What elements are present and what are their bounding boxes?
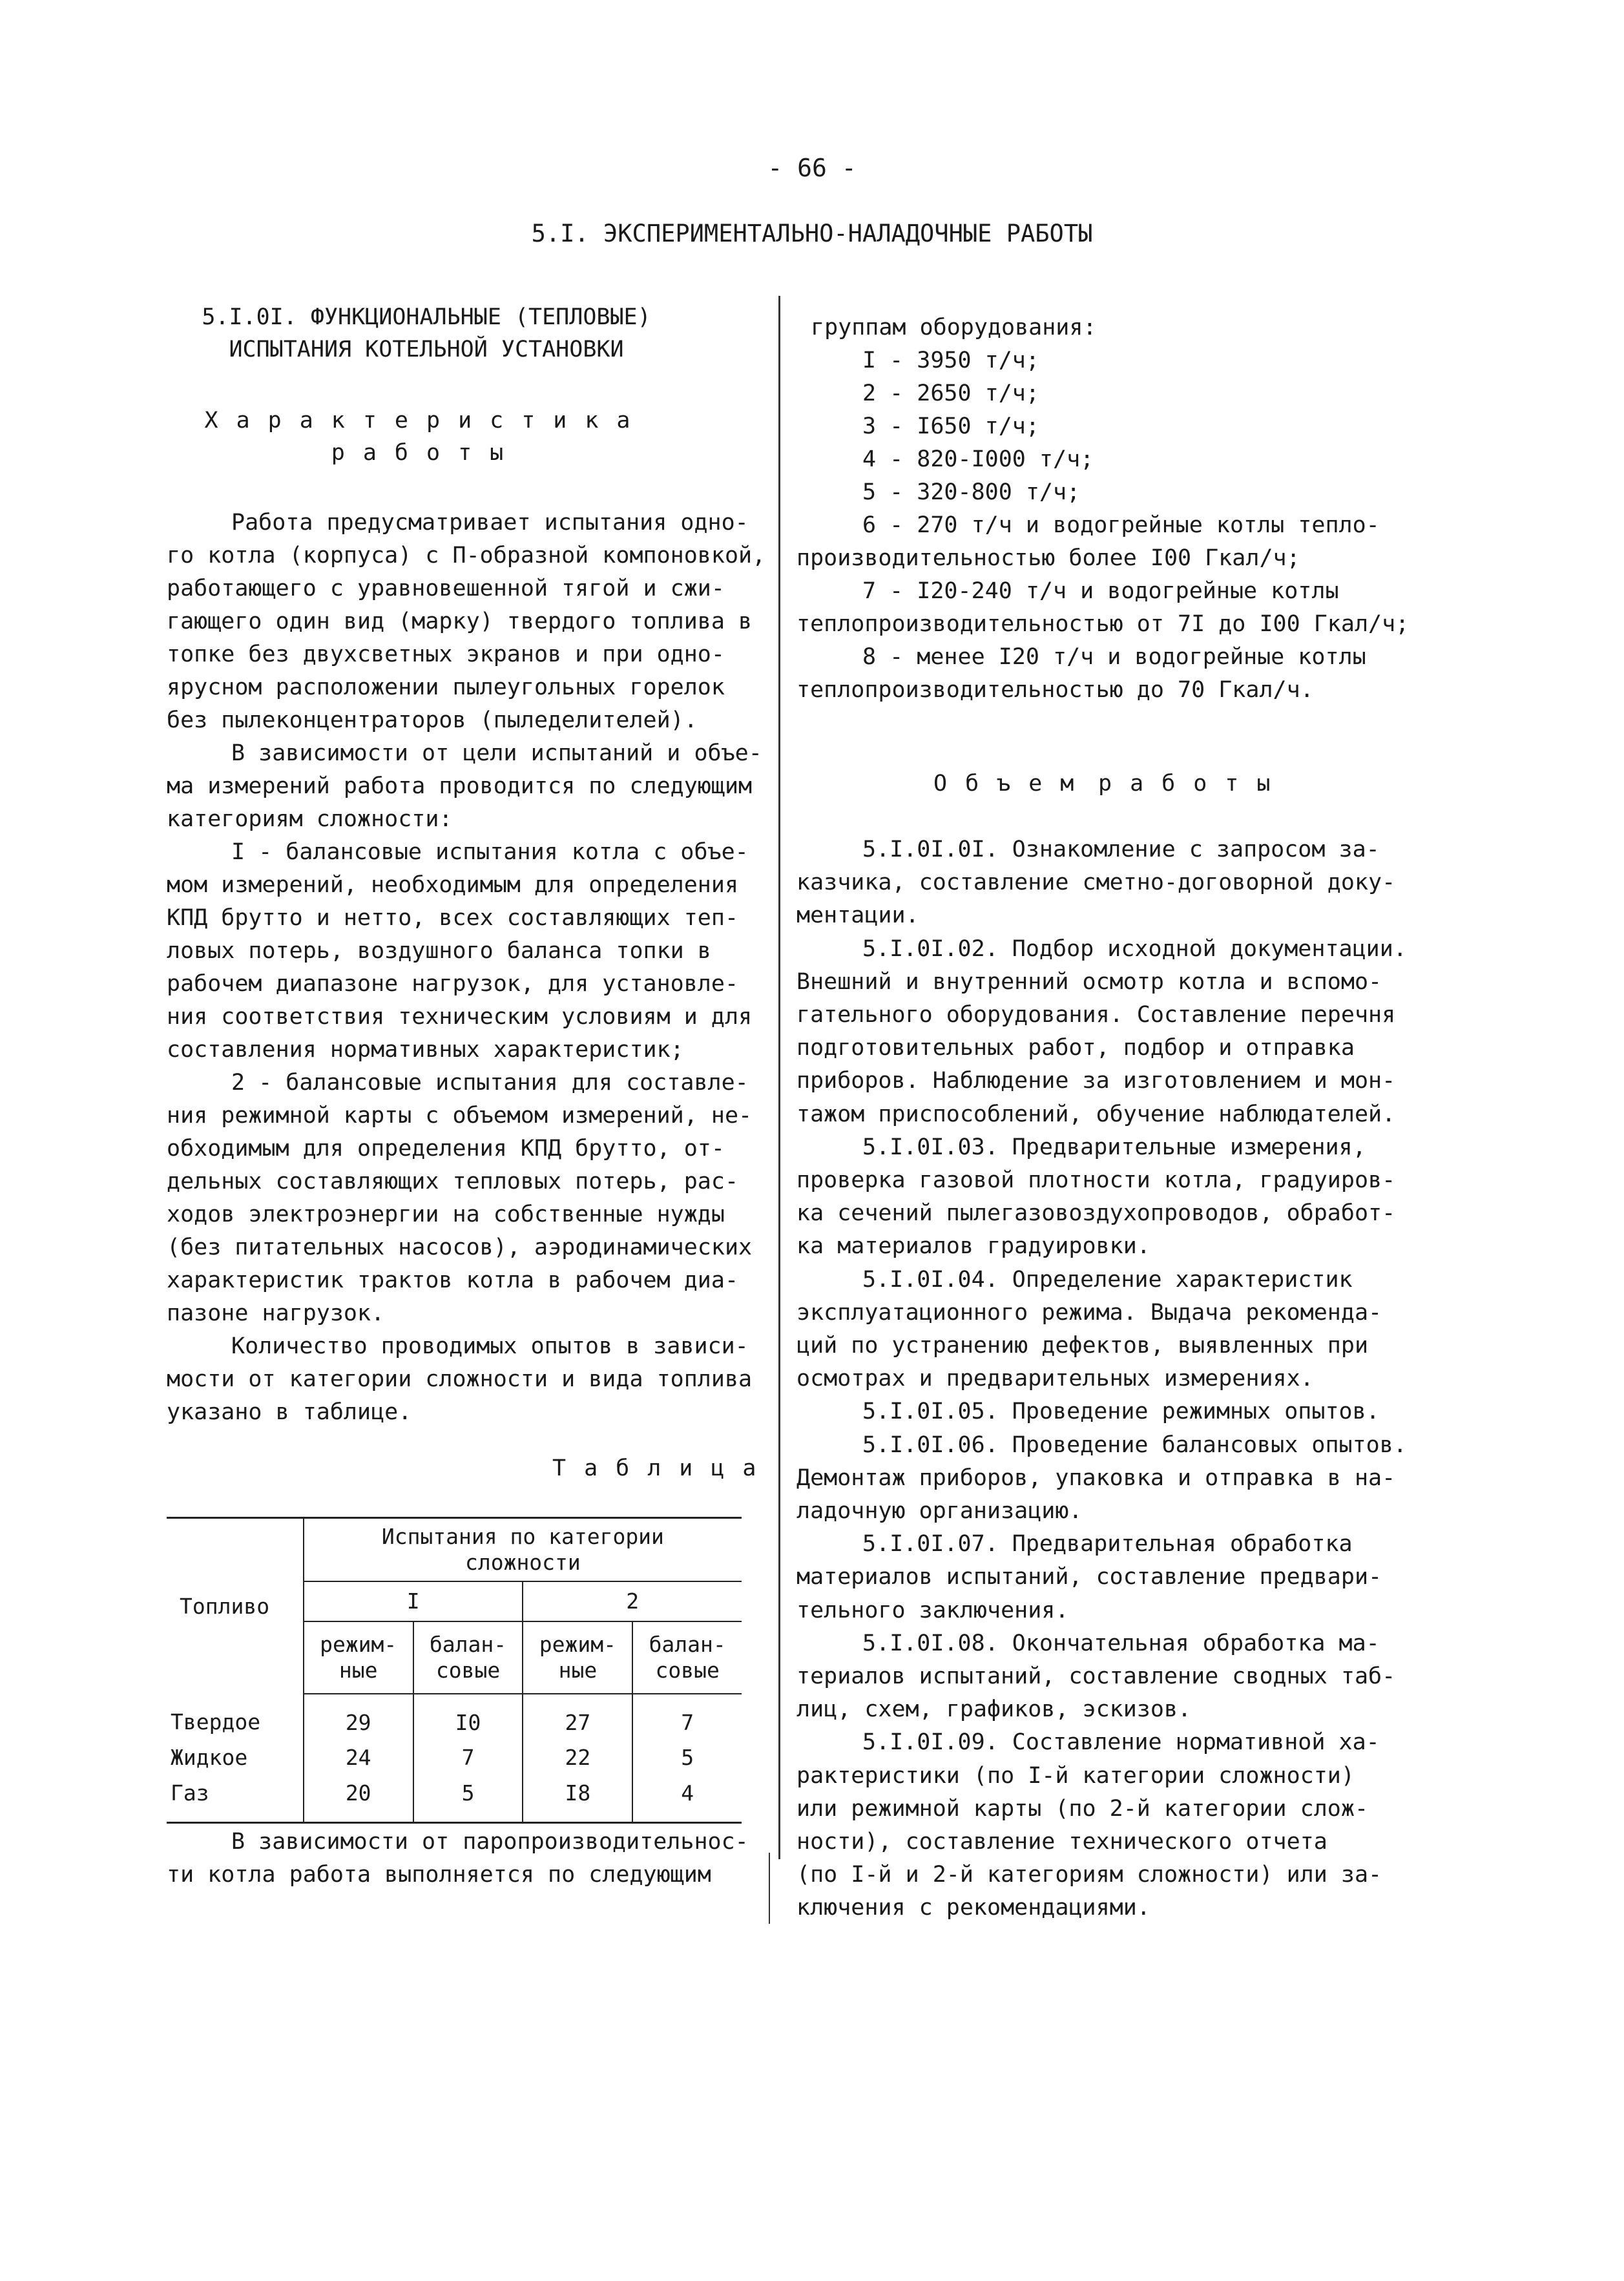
- scope-heading: работы: [1098, 771, 1289, 797]
- table-cell-fuel: Газ: [167, 1774, 304, 1823]
- body-line: рабочем диапазоне нагрузок, для установле-: [167, 971, 739, 997]
- group-line: I - 3950 т/ч;: [862, 348, 1039, 373]
- table-cell: 29: [304, 1694, 413, 1742]
- scope-line: подготовительных работ, подбор и отправка: [796, 1035, 1355, 1061]
- table-header-fuel: Топливо: [167, 1518, 304, 1694]
- body-line: ти котла работа выполняется по следующим: [167, 1862, 711, 1888]
- group-line: 7 - I20-240 т/ч и водогрейные котлы: [862, 578, 1339, 604]
- scope-line: тажом приспособлений, обучение наблюдателей.: [796, 1101, 1396, 1127]
- table-sub-regime: [523, 1621, 632, 1694]
- table-sub-balance: [632, 1621, 742, 1694]
- body-line: гающего один вид (марку) твердого топлива в: [167, 609, 753, 634]
- subsection-heading: 5.I.0I. ФУНКЦИОНАЛЬНЫЕ (ТЕПЛОВЫЕ): [202, 304, 651, 330]
- subsection-heading: ИСПЫТАНИЯ КОТЕЛЬНОЙ УСТАНОВКИ: [229, 337, 624, 362]
- body-line: Работа предусматривает испытания одно-: [231, 510, 749, 536]
- scope-line: 5.I.0I.06. Проведение балансовых опытов.: [862, 1432, 1407, 1458]
- body-line: характеристик трактов котла в рабочем диа-: [167, 1267, 739, 1293]
- body-line: ярусном расположении пылеугольных горелок: [167, 674, 725, 700]
- scope-line: 5.I.0I.09. Составление нормативной ха-: [862, 1729, 1380, 1755]
- body-line: указано в таблице.: [167, 1399, 412, 1425]
- scope-line: 5.I.0I.08. Окончательная обработка ма-: [862, 1630, 1380, 1656]
- table-cell: 24: [304, 1742, 413, 1774]
- body-line: Количество проводимых опытов в зависи-: [231, 1333, 749, 1359]
- scope-line: тельного заключения.: [796, 1598, 1069, 1623]
- body-line: ния соответствия техническим условиям и для: [167, 1004, 753, 1030]
- sub-label: режим-: [320, 1632, 397, 1657]
- sub-label: балан-: [429, 1632, 507, 1657]
- table-cell-fuel: Твердое: [171, 1709, 261, 1734]
- body-line: КПД брутто и нетто, всех составляющих теп-: [167, 905, 739, 931]
- scope-line: 5.I.0I.0I. Ознакомление с запросом за-: [862, 837, 1380, 862]
- scope-line: эксплуатационного режима. Выдача рекоменда-: [796, 1300, 1382, 1326]
- table-category-1: I: [304, 1581, 523, 1621]
- table-cell: I0: [413, 1694, 523, 1742]
- scope-line: Демонтаж приборов, упаковка и отправка в на-: [796, 1465, 1396, 1491]
- body-line: I - балансовые испытания котла с объе-: [231, 839, 749, 865]
- scope-line: материалов испытаний, составление предвари-: [796, 1564, 1382, 1590]
- table-sub-regime: [304, 1621, 413, 1694]
- body-line: работающего с уравновешенной тягой и сжи-: [167, 576, 725, 601]
- scope-line: ключения с рекомендациями.: [796, 1895, 1150, 1921]
- table-group-header-line: Испытания по категории: [381, 1524, 664, 1549]
- scope-line: Внешний и внутренний осмотр котла и вспомо-: [796, 969, 1382, 995]
- scope-line: лиц, схем, графиков, эскизов.: [796, 1696, 1192, 1722]
- scope-line: 5.I.0I.03. Предварительные измерения,: [862, 1134, 1366, 1160]
- table-group-header-line: сложности: [464, 1550, 581, 1575]
- body-line: категориям сложности:: [167, 806, 453, 832]
- table-cell: 7: [632, 1694, 742, 1742]
- body-line: ходов электроэнергии на собственные нужды: [167, 1202, 725, 1227]
- characteristics-heading: Характеристика: [204, 408, 649, 433]
- scope-line: рактеристики (по I-й категории сложности): [796, 1763, 1355, 1789]
- page-number: - 66 -: [767, 154, 857, 182]
- body-line: (без питательных насосов), аэродинамических: [167, 1234, 753, 1260]
- body-line: ма измерений работа проводится по следующим: [167, 773, 753, 799]
- scope-line: или режимной карты (по 2-й категории слож-: [796, 1796, 1369, 1822]
- body-line: 2 - балансовые испытания для составле-: [231, 1070, 749, 1096]
- sub-label: режим-: [539, 1632, 617, 1657]
- column-divider: [778, 296, 780, 1859]
- table-cell: I8: [523, 1774, 632, 1823]
- scope-line: осмотрах и предварительных измерениях.: [796, 1366, 1314, 1391]
- sub-label: ные: [338, 1658, 378, 1683]
- group-line: 3 - I650 т/ч;: [862, 413, 1039, 439]
- scope-line: приборов. Наблюдение за изготовлением и мон-: [796, 1068, 1396, 1094]
- table-cell: 22: [523, 1742, 632, 1774]
- table-cell: 5: [413, 1774, 523, 1823]
- group-line: теплопроизводительностью от 7I до I00 Гкал/ч;: [796, 611, 1410, 637]
- scope-line: проверка газовой плотности котла, градуиров-: [796, 1167, 1396, 1193]
- scope-line: 5.I.0I.05. Проведение режимных опытов.: [862, 1399, 1380, 1424]
- table-cell-fuel: Жидкое: [171, 1745, 248, 1770]
- column-divider-tail: [769, 1853, 770, 1924]
- table-cell: 5: [632, 1742, 742, 1774]
- body-line: В зависимости от цели испытаний и объе-: [231, 740, 762, 766]
- fuel-table: [167, 1517, 742, 1824]
- scope-line: казчика, составление сметно-договорной доку-: [796, 870, 1396, 895]
- body-line: мости от категории сложности и вида топлива: [167, 1366, 753, 1392]
- body-line: обходимым для определения КПД брутто, от-: [167, 1136, 725, 1161]
- group-line: 4 - 820-I000 т/ч;: [862, 446, 1094, 472]
- body-line: мом измерений, необходимым для определения: [167, 872, 739, 898]
- table-cell: 4: [632, 1774, 742, 1823]
- group-line: производительностью более I00 Гкал/ч;: [796, 545, 1300, 571]
- characteristics-heading: работы: [331, 440, 522, 466]
- body-line: го котла (корпуса) с П-образной компоновкой,: [167, 543, 766, 568]
- scope-line: ций по устранению дефектов, выявленных при: [796, 1333, 1369, 1359]
- scope-line: териалов испытаний, составление сводных таб-: [796, 1663, 1396, 1689]
- group-line: группам оборудования:: [811, 315, 1097, 340]
- scope-heading: Объем: [933, 771, 1092, 797]
- sub-label: совые: [435, 1658, 501, 1683]
- sub-label: совые: [655, 1658, 720, 1683]
- table-category-2: 2: [523, 1581, 742, 1621]
- table-sub-balance: [413, 1621, 523, 1694]
- scope-line: (по I-й и 2-й категориям сложности) или за-: [796, 1862, 1382, 1888]
- scope-line: ка материалов градуировки.: [796, 1233, 1150, 1259]
- scope-line: ности), составление технического отчета: [796, 1829, 1327, 1855]
- scope-line: ладочную организацию.: [796, 1498, 1083, 1524]
- scope-line: 5.I.0I.02. Подбор исходной документации.: [862, 936, 1407, 962]
- table-cell: 27: [523, 1694, 632, 1742]
- group-line: теплопроизводительностью до 70 Гкал/ч.: [796, 677, 1314, 703]
- scope-line: ка сечений пылегазовоздухопроводов, обработ-: [796, 1200, 1396, 1226]
- body-line: дельных составляющих тепловых потерь, рас-: [167, 1169, 739, 1194]
- table-cell: 20: [304, 1774, 413, 1823]
- scope-line: 5.I.0I.04. Определение характеристик: [862, 1267, 1353, 1293]
- scope-line: гательного оборудования. Составление перечня: [796, 1002, 1396, 1028]
- table-group-header: [304, 1518, 742, 1582]
- group-line: 6 - 270 т/ч и водогрейные котлы тепло-: [862, 512, 1380, 538]
- group-line: 2 - 2650 т/ч;: [862, 380, 1039, 406]
- body-line: В зависимости от паропроизводительнос-: [231, 1829, 749, 1855]
- body-line: ния режимной карты с объемом измерений, не-: [167, 1103, 753, 1129]
- body-line: без пылеконцентраторов (пыледелителей).: [167, 707, 698, 733]
- body-line: ловых потерь, воздушного баланса топки в: [167, 938, 711, 964]
- body-line: топке без двухсветных экранов и при одно-: [167, 641, 725, 667]
- body-line: пазоне нагрузок.: [167, 1300, 385, 1326]
- section-title: 5.I. ЭКСПЕРИМЕНТАЛЬНО-НАЛАДОЧНЫЕ РАБОТЫ: [531, 220, 1093, 247]
- group-line: 5 - 320-800 т/ч;: [862, 479, 1081, 505]
- scope-line: ментации.: [796, 902, 919, 928]
- sub-label: ные: [558, 1658, 598, 1683]
- table-caption: Таблица: [552, 1455, 775, 1481]
- group-line: 8 - менее I20 т/ч и водогрейные котлы: [862, 644, 1366, 670]
- table-cell: 7: [413, 1742, 523, 1774]
- body-line: составления нормативных характеристик;: [167, 1037, 684, 1063]
- sub-label: балан-: [649, 1632, 726, 1657]
- scope-line: 5.I.0I.07. Предварительная обработка: [862, 1531, 1353, 1557]
